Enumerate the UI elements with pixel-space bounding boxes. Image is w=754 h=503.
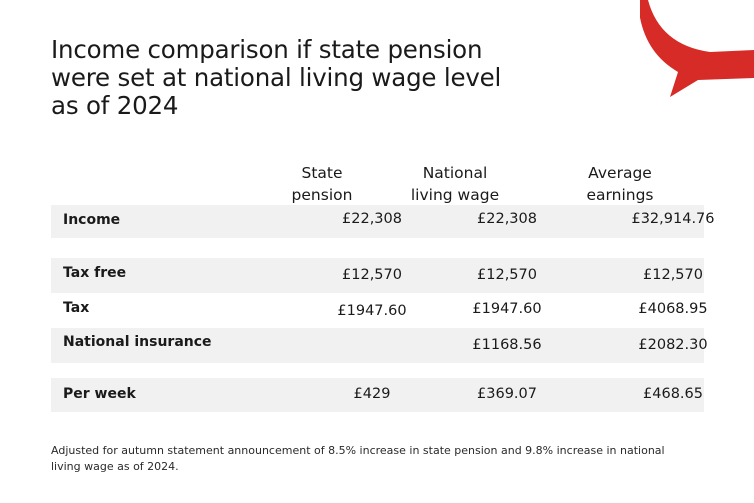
column-header-line: earnings <box>586 186 654 204</box>
column-header-national-living-wage <box>395 162 515 206</box>
cell-value: £1947.60 <box>337 303 407 319</box>
cell-value: £12,570 <box>477 267 537 283</box>
title-line: Income comparison if state pension <box>51 35 483 64</box>
cell-value: £12,570 <box>342 267 402 283</box>
cell-value: £22,308 <box>477 211 537 227</box>
page-title <box>51 36 631 120</box>
cell-value: £369.07 <box>477 386 537 402</box>
cell-value: £2082.30 <box>638 337 708 353</box>
footnote-line: living wage as of 2024. <box>51 460 179 473</box>
table-row-tax <box>51 293 708 328</box>
row-label: National insurance <box>63 334 212 350</box>
column-header-line: Average <box>588 164 652 182</box>
column-header-average-earnings <box>565 162 675 206</box>
column-header-line: National <box>422 164 488 182</box>
title-line: as of 2024 <box>51 91 179 120</box>
row-label: Tax <box>63 300 90 316</box>
cell-value: £1168.56 <box>472 337 542 353</box>
cell-value: £468.65 <box>643 386 703 402</box>
column-header-line: living wage <box>410 186 500 204</box>
footnote-line: Adjusted for autumn statement announcement of 8.5% increase in state pension and 9.8% increase in national <box>51 444 665 457</box>
table-row-per-week <box>51 378 704 412</box>
title-line: were set at national living wage level <box>51 63 502 92</box>
cell-value: £22,308 <box>342 211 402 227</box>
table-row-tax-free <box>51 258 704 293</box>
table-row-income <box>51 205 715 238</box>
brand-logo <box>640 0 754 100</box>
column-header-state-pension <box>272 162 372 206</box>
column-header-line: pension <box>291 186 353 204</box>
row-label: Tax free <box>63 265 127 281</box>
cell-value: £4068.95 <box>638 301 708 317</box>
row-label: Income <box>63 212 121 228</box>
table-row-national-insurance <box>51 328 708 363</box>
row-label: Per week <box>63 386 136 402</box>
cell-value: £429 <box>353 386 391 402</box>
cell-value: £12,570 <box>643 267 703 283</box>
footnote <box>51 443 731 475</box>
column-header-line: State <box>301 164 343 182</box>
cell-value: £1947.60 <box>472 301 542 317</box>
cell-value: £32,914.76 <box>631 211 715 227</box>
